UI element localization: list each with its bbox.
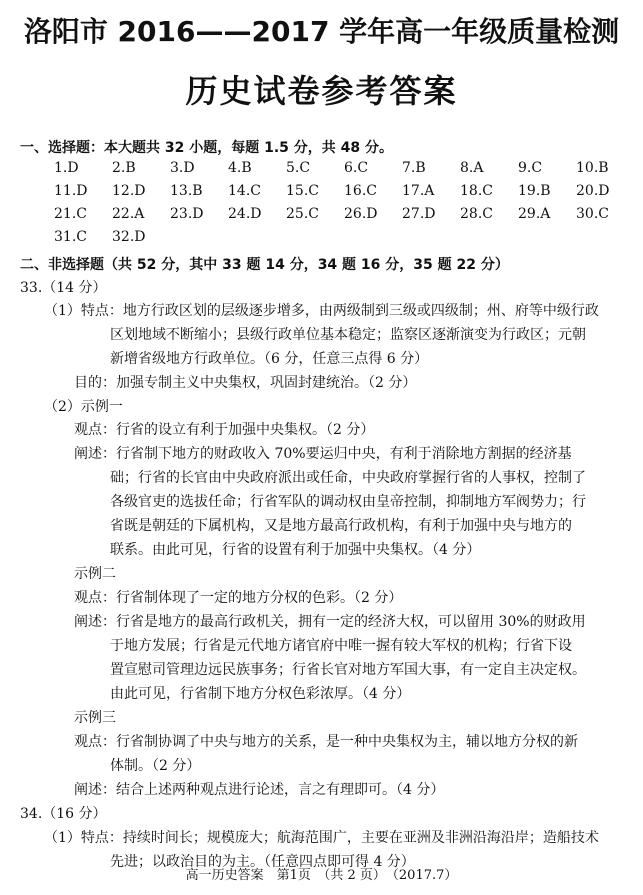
text-line: 置宣慰司管理边远民族事务；行省长官对地方军国大事，有一定自主决定权。 bbox=[110, 662, 586, 678]
answer-item: 19.B bbox=[518, 183, 551, 199]
q33-heading: 33.（14 分） bbox=[20, 280, 107, 296]
text-line: 于地方发展；行省是元代地方诸官府中唯一握有较大军权的机构；行省下设 bbox=[110, 638, 572, 654]
q34-heading: 34.（16 分） bbox=[20, 806, 107, 822]
answer-item: 6.C bbox=[344, 160, 369, 176]
answer-item: 30.C bbox=[576, 206, 609, 222]
document-subtitle: 历史试卷参考答案 bbox=[185, 72, 458, 110]
answer-item: 2.B bbox=[112, 160, 136, 176]
q33-2-example1: （2）示例一 bbox=[44, 399, 123, 415]
answer-item: 11.D bbox=[54, 183, 88, 199]
answer-item: 28.C bbox=[460, 206, 493, 222]
answer-item: 14.C bbox=[228, 183, 261, 199]
answer-item: 5.C bbox=[286, 160, 311, 176]
answer-item: 31.C bbox=[54, 229, 87, 245]
example2-heading: 示例二 bbox=[74, 566, 116, 582]
answer-item: 3.D bbox=[170, 160, 195, 176]
answer-item: 18.C bbox=[460, 183, 493, 199]
text-line: 础；行省的长官由中央政府派出或任命，中央政府掌握行省的人事权，控制了 bbox=[110, 470, 586, 486]
section2-heading: 二、非选择题（共 52 分，其中 33 题 14 分，34 题 16 分，35 题 22 分） bbox=[20, 257, 509, 273]
q33-1-features: （1）特点：地方行政区划的层级逐步增多，由两级制到三级或四级制；州、府等中级行政 bbox=[44, 303, 599, 319]
answer-row bbox=[54, 206, 634, 222]
text-line: 区划地域不断缩小；县级行政单位基本稳定；监察区逐渐演变为行政区；元朝 bbox=[110, 327, 586, 343]
answer-item: 26.D bbox=[344, 206, 378, 222]
answer-item: 17.A bbox=[402, 183, 435, 199]
example3-heading: 示例三 bbox=[74, 710, 116, 726]
page-footer: 高一历史答案 第1页 （共 2 页） （2017.7） bbox=[185, 868, 458, 883]
viewpoint-line: 观点：行省制体现了一定的地方分权的色彩。（2 分） bbox=[74, 590, 403, 606]
q34-1-features: （1）特点：持续时间长；规模庞大；航海范围广，主要在亚洲及非洲沿海沿岸；造船技术 bbox=[44, 830, 599, 846]
viewpoint-line: 观点：行省制协调了中央与地方的关系，是一种中央集权为主，辅以地方分权的新 bbox=[74, 734, 578, 750]
text-line: 由此可见，行省制下地方分权色彩浓厚。（4 分） bbox=[110, 686, 411, 702]
answer-item: 9.C bbox=[518, 160, 543, 176]
answer-item: 15.C bbox=[286, 183, 319, 199]
elaboration-line: 阐述：行省是地方的最高行政机关，拥有一定的经济大权，可以留用 30%的财政用 bbox=[74, 614, 586, 630]
answer-item: 22.A bbox=[112, 206, 145, 222]
document-title: 洛阳市 2016——2017 学年高一年级质量检测 bbox=[23, 15, 620, 48]
answer-item: 21.C bbox=[54, 206, 87, 222]
text-line: 联系。由此可见，行省的设置有利于加强中央集权。（4 分） bbox=[110, 542, 481, 558]
text-line: 新增省级地方行政单位。（6 分，任意三点得 6 分） bbox=[110, 351, 429, 367]
answer-item: 16.C bbox=[344, 183, 377, 199]
answer-item: 13.B bbox=[170, 183, 203, 199]
text-line: 各级官吏的选拔任命；行省军队的调动权由皇帝控制，抑制地方军阀势力；行 bbox=[110, 494, 586, 510]
answer-item: 25.C bbox=[286, 206, 319, 222]
answer-item: 7.B bbox=[402, 160, 426, 176]
answer-item: 29.A bbox=[518, 206, 551, 222]
answer-item: 4.B bbox=[228, 160, 252, 176]
answer-item: 23.D bbox=[170, 206, 204, 222]
text-line: 先进；以政治目的为主。（任意四点即可得 4 分） bbox=[110, 854, 415, 870]
answer-item: 20.D bbox=[576, 183, 610, 199]
elaboration-line: 阐述：行省制下地方的财政收入 70%要运归中央，有利于消除地方割据的经济基 bbox=[74, 446, 572, 462]
answer-row bbox=[54, 183, 634, 199]
viewpoint-line: 观点：行省的设立有利于加强中央集权。（2 分） bbox=[74, 422, 375, 438]
answer-item: 12.D bbox=[112, 183, 146, 199]
section1-heading: 一、选择题：本大题共 32 小题，每题 1.5 分，共 48 分。 bbox=[20, 140, 394, 156]
answer-item: 1.D bbox=[54, 160, 79, 176]
answer-item: 10.B bbox=[576, 160, 609, 176]
answer-item: 27.D bbox=[402, 206, 436, 222]
answer-item: 8.A bbox=[460, 160, 484, 176]
text-line: 体制。（2 分） bbox=[110, 758, 201, 774]
answer-row bbox=[54, 160, 634, 176]
answer-item: 24.D bbox=[228, 206, 262, 222]
answer-item: 32.D bbox=[112, 229, 146, 245]
q33-1-purpose: 目的：加强专制主义中央集权，巩固封建统治。（2 分） bbox=[74, 375, 417, 391]
elaboration-line: 阐述：结合上述两种观点进行论述，言之有理即可。（4 分） bbox=[74, 782, 445, 798]
text-line: 省既是朝廷的下属机构，又是地方最高行政机构，有利于加强中央与地方的 bbox=[110, 518, 572, 534]
answer-row bbox=[54, 229, 170, 245]
